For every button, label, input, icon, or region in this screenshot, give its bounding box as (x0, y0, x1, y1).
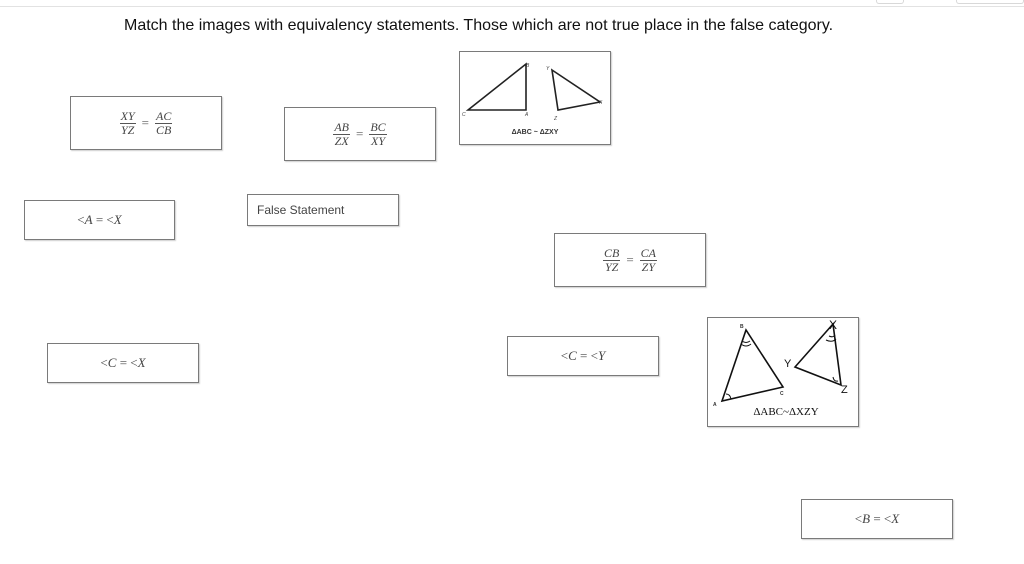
false-statement-label: False Statement (257, 203, 345, 217)
numerator: CB (603, 245, 620, 260)
vertex-label-c: C (462, 112, 466, 118)
angle-symbol: < (100, 355, 108, 370)
angle-symbol: < (130, 355, 138, 370)
equals-sign: = (580, 348, 588, 363)
numerator: CA (640, 245, 657, 260)
equals-sign: = (873, 511, 881, 526)
vertex-label-c: C (780, 391, 784, 397)
equals-sign: = (355, 126, 364, 141)
angle-symbol: < (560, 348, 569, 363)
denominator: ZX (334, 133, 349, 148)
numerator: BC (370, 119, 386, 134)
vertex-label-x: X (829, 318, 838, 332)
triangle-zxy (552, 70, 600, 110)
angle-vertex: C (107, 355, 117, 370)
window-top-edge (0, 0, 1024, 7)
figure-card-abc-xzy[interactable] (707, 317, 859, 427)
equals-sign: = (119, 355, 128, 370)
statement-card-angle-c-x[interactable] (47, 343, 199, 383)
window-tab-edge (876, 0, 904, 4)
vertex-label-x: X (599, 100, 603, 106)
equals-sign: = (95, 212, 104, 227)
triangle-xzy (795, 324, 841, 385)
triangle-abc (468, 64, 526, 110)
angle-vertex: Y (597, 348, 606, 363)
equals-sign: = (141, 115, 149, 130)
denominator: YZ (120, 122, 135, 137)
statement-card-xy-yz-ac-cb[interactable] (70, 96, 222, 150)
equals-sign: = (626, 252, 634, 267)
false-statement-category[interactable] (247, 194, 399, 226)
figure-card-abc-zxy[interactable] (459, 51, 611, 145)
angle-symbol: < (883, 511, 892, 526)
statement-card-angle-a-x[interactable] (24, 200, 175, 240)
statement-card-ab-zx-bc-xy[interactable] (284, 107, 436, 161)
statement-card-angle-b-x[interactable] (801, 499, 953, 539)
instructions-text: Match the images with equivalency statements. Those which are not true place in the false category. (124, 17, 834, 34)
vertex-label-b: B (526, 63, 530, 69)
numerator: AC (156, 108, 172, 123)
denominator: ZY (641, 259, 656, 274)
vertex-label-b: B (740, 324, 744, 330)
angle-mark-b (742, 341, 750, 343)
angle-vertex: C (568, 348, 577, 363)
angle-symbol: < (854, 511, 863, 526)
angle-vertex: X (113, 212, 122, 227)
vertex-label-a: A (525, 112, 529, 118)
angle-vertex: X (137, 355, 146, 370)
vertex-label-y: Y (784, 358, 792, 370)
angle-mark-z (833, 377, 838, 381)
angle-mark-a (726, 394, 731, 399)
statement-card-angle-c-y[interactable] (507, 336, 659, 376)
angle-vertex: B (862, 511, 871, 526)
angle-symbol: < (590, 348, 598, 363)
vertex-label-a: A (713, 402, 717, 408)
similar-triangles-figure (708, 318, 858, 426)
vertex-label-y: Y (546, 66, 550, 72)
angle-mark-b (741, 344, 751, 346)
window-tab-edge (956, 0, 1024, 4)
denominator: CB (156, 122, 172, 137)
angle-symbol: < (106, 212, 114, 227)
similar-triangles-figure (460, 52, 610, 144)
angle-vertex: A (84, 212, 93, 227)
numerator: XY (120, 108, 135, 123)
denominator: YZ (604, 259, 619, 274)
angle-vertex: X (891, 511, 900, 526)
figure-caption: ΔABC ~ ΔZXY (511, 129, 559, 136)
angle-symbol: < (77, 212, 85, 227)
triangle-abc (722, 330, 783, 401)
figure-caption: ΔABC~ΔXZY (753, 406, 819, 418)
vertex-label-z: Z (554, 116, 558, 122)
vertex-label-z: Z (841, 384, 848, 396)
statement-card-cb-yz-ca-zy[interactable] (554, 233, 706, 287)
numerator: AB (334, 119, 349, 134)
denominator: XY (370, 133, 385, 148)
